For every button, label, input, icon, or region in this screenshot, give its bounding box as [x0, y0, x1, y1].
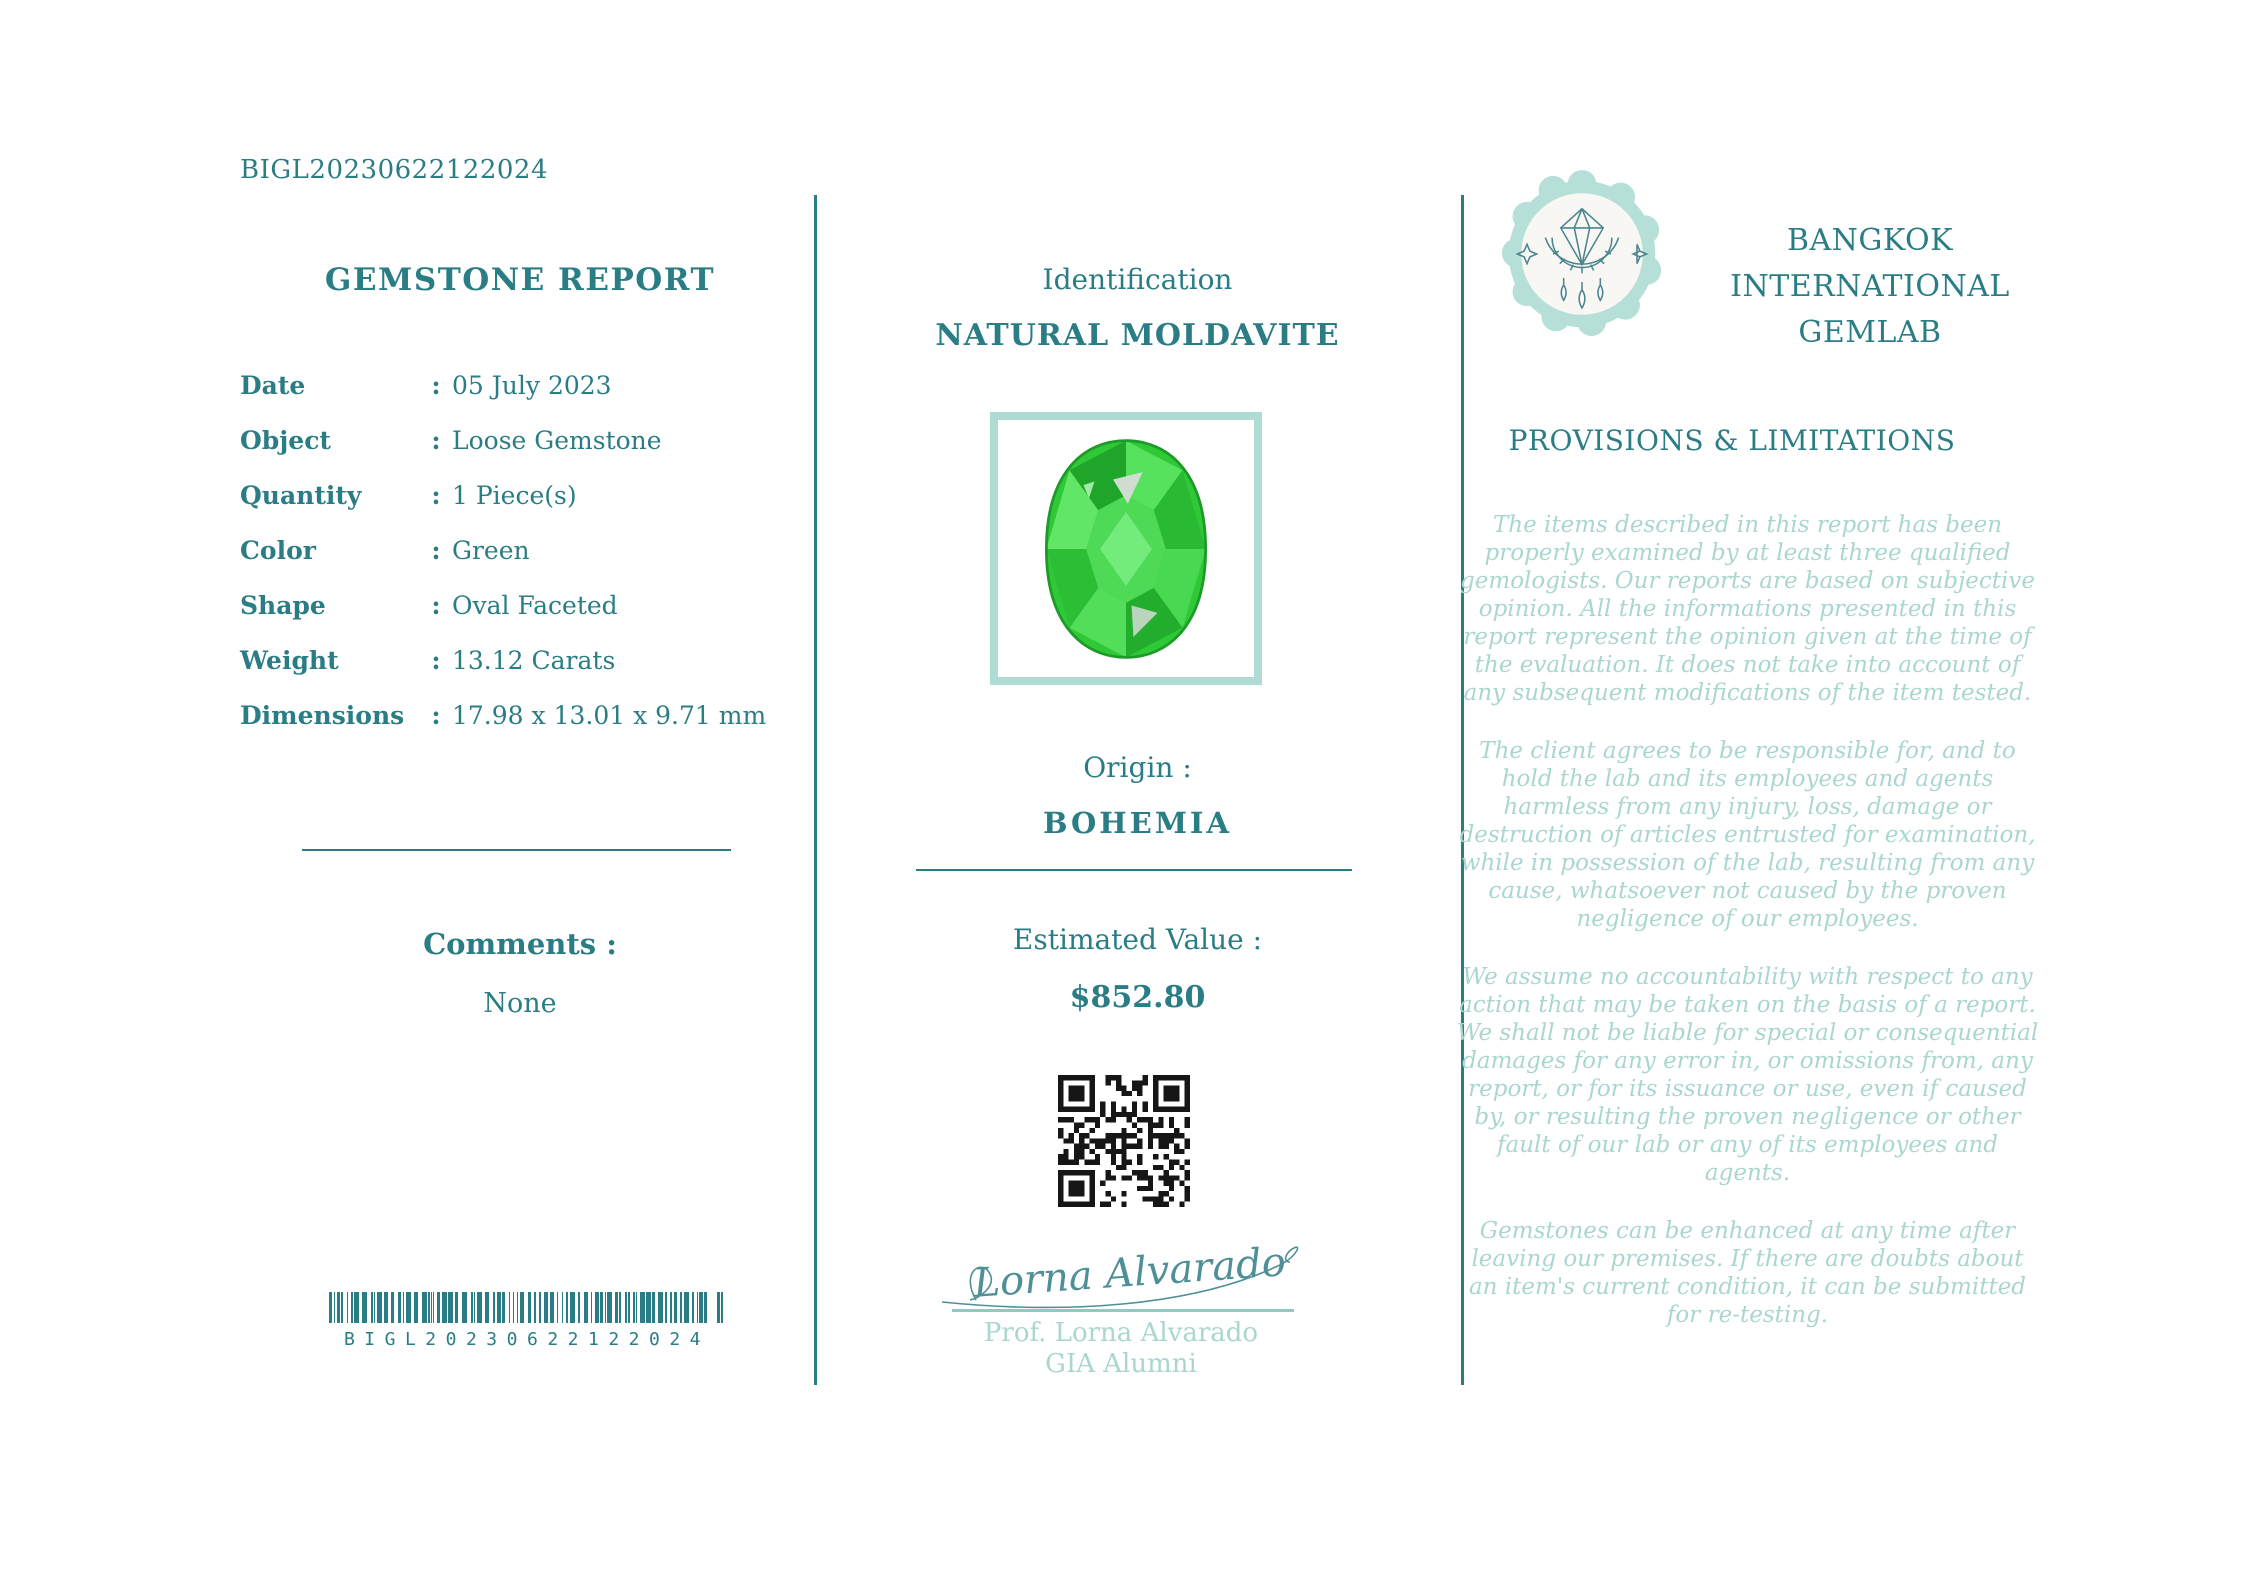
- origin-divider: [916, 869, 1352, 871]
- field-row-color: [240, 523, 800, 578]
- certificate-number: BIGL20230622122024: [240, 155, 548, 185]
- field-label: Quantity: [240, 481, 362, 510]
- barcode-text: BIGL20230622122024: [343, 1329, 711, 1350]
- qr-code: [1058, 1075, 1190, 1207]
- signatory-credential: GIA Alumni: [1045, 1349, 1197, 1379]
- field-separator: :: [431, 591, 441, 620]
- field-value: 17.98 x 13.01 x 9.71 mm: [452, 701, 767, 730]
- field-value: 05 July 2023: [452, 371, 612, 400]
- lab-logo: [1500, 168, 1664, 340]
- field-row-weight: [240, 633, 800, 688]
- provisions-paragraph: The items described in this report has been properly examined by at least three qualified gemologists. Our reports are based on subjective opinion. All the informations presented in this report represent the opinion given at the time of the evaluation. It does not take into account of any subsequent modifications of the item tested.: [1460, 512, 2035, 706]
- identification-heading: Identification: [1042, 263, 1233, 296]
- signature-script: [930, 1222, 1330, 1314]
- field-value: Green: [452, 536, 530, 565]
- barcode-bars: [329, 1292, 726, 1324]
- lab-name-line: BANGKOK: [1786, 223, 1954, 258]
- field-separator: :: [431, 646, 441, 675]
- field-separator: :: [431, 536, 441, 565]
- field-row-quantity: [240, 468, 800, 523]
- lab-name-line: INTERNATIONAL: [1730, 269, 2010, 304]
- field-value: 1 Piece(s): [452, 481, 577, 510]
- provisions-paragraph: We assume no accountability with respect to any action that may be taken on the basis of a report. We shall not be liable for special or consequential damages for any error in, or omissions from, any report, or for its issuance or use, even if caused by, or resulting the proven negligence or other fault of our lab or any of its employees and agents.: [1456, 964, 2039, 1186]
- field-label: Object: [240, 426, 331, 455]
- field-row-dimensions: [240, 688, 800, 743]
- gem-image: [1021, 424, 1231, 674]
- field-value: 13.12 Carats: [452, 646, 616, 675]
- field-value: Loose Gemstone: [452, 426, 662, 455]
- field-row-object: [240, 413, 800, 468]
- identification-species: NATURAL MOLDAVITE: [935, 318, 1340, 353]
- signature-divider: [952, 1309, 1294, 1312]
- provisions-paragraph: The client agrees to be responsible for, and to hold the lab and its employees and agents harmless from any injury, loss, damage or destruction of articles entrusted for examination, while in possession of the lab, resulting from any cause, whatsoever not caused by the proven negligence of our employees.: [1459, 738, 2036, 932]
- comments-value: None: [483, 988, 557, 1019]
- field-label: Dimensions: [240, 701, 405, 730]
- provisions-text: [1455, 511, 2040, 1359]
- barcode: [327, 1292, 727, 1350]
- signatory-name: Prof. Lorna Alvarado: [983, 1318, 1259, 1348]
- lab-name-line: GEMLAB: [1798, 315, 1942, 350]
- field-label: Shape: [240, 591, 326, 620]
- report-title: GEMSTONE REPORT: [324, 262, 716, 298]
- field-separator: :: [431, 481, 441, 510]
- comments-label: Comments :: [423, 927, 617, 961]
- field-separator: :: [431, 426, 441, 455]
- gem-photo-frame: [990, 412, 1262, 685]
- field-label: Weight: [240, 646, 339, 675]
- field-row-shape: [240, 578, 800, 633]
- provisions-paragraph: Gemstones can be enhanced at any time after leaving our premises. If there are doubts about an item's current condition, it can be submitted for re-testing.: [1468, 1218, 2027, 1328]
- field-label: Color: [240, 536, 316, 565]
- column-divider-left: [814, 195, 817, 1385]
- field-separator: :: [431, 701, 441, 730]
- lab-name: [1660, 218, 2080, 356]
- estimated-value: $852.80: [1069, 980, 1206, 1015]
- signature-name-script: Lorna Alvarado: [971, 1239, 1288, 1307]
- field-label: Date: [240, 371, 306, 400]
- report-fields: [240, 358, 800, 743]
- comments-divider: [302, 849, 731, 851]
- estimated-value-label: Estimated Value :: [1012, 923, 1263, 956]
- origin-label: Origin :: [1083, 751, 1192, 784]
- origin-value: BOHEMIA: [1043, 806, 1232, 840]
- field-separator: :: [431, 371, 441, 400]
- field-row-date: [240, 358, 800, 413]
- provisions-title: PROVISIONS & LIMITATIONS: [1508, 424, 1956, 457]
- field-value: Oval Faceted: [452, 591, 618, 620]
